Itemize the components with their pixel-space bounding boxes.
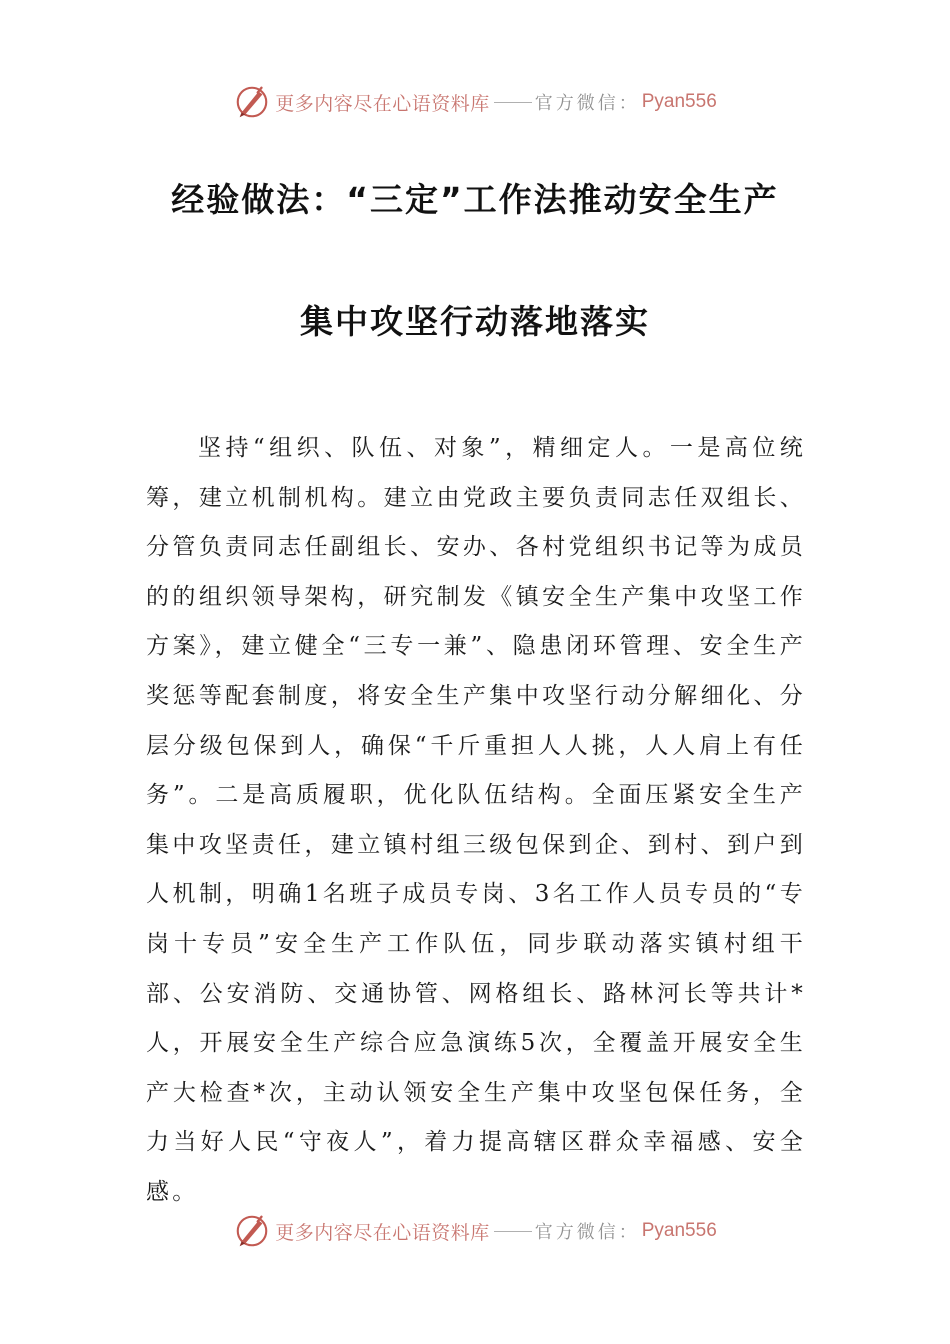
banner-wechat-id: Pyan556 xyxy=(641,91,717,112)
banner-main-text: 更多内容尽在心语资料库 xyxy=(275,1221,490,1244)
footer-watermark-banner xyxy=(0,1211,950,1251)
body-paragraph: 坚持“组织、队伍、对象”，精细定人。一是高位统筹，建立机制机构。建立由党政主要负责同志任双组长、分管负责同志任副组长、安办、各村党组织书记等为成员的的组织领导架构，研究制发《镇安全生产集中攻坚工作方案》，建立健全“三专一兼”、隐患闭环管理、安全生产奖惩等配套制度，将安全生产集中攻坚行动分解细化、分层分级包保到人，确保“千斤重担人人挑，人人肩上有任务”。二是高质履职，优化队伍结构。全面压紧安全生产集中攻坚责任，建立镇村组三级包保到企、到村、到户到人机制，明确1名班子成员专岗、3名工作人员专员的“专岗十专员”安全生产工作队伍，同步联动落实镇村组干部、公安消防、交通协管、网格组长、路林河长等共计*人，开展安全生产综合应急演练5次，全覆盖开展安全生产大检查*次，主动认领安全生产集中攻坚包保任务，全力当好人民“守夜人”，着力提高辖区群众幸福感、安全感。 xyxy=(146,435,806,1205)
banner-wechat-id: Pyan556 xyxy=(641,1220,717,1241)
banner-wechat-label: 官方微信： xyxy=(534,93,640,114)
pen-logo-icon xyxy=(233,1212,271,1250)
banner-main-text: 更多内容尽在心语资料库 xyxy=(275,92,490,115)
document-title-line-1: 经验做法：“三定”工作法推动安全生产 xyxy=(171,180,779,219)
pen-logo-icon xyxy=(233,83,271,121)
banner-wechat-label: 官方微信： xyxy=(534,1222,640,1243)
banner-dash-divider xyxy=(494,102,532,103)
document-title-line-2: 集中攻坚行动落地落实 xyxy=(300,302,650,341)
header-watermark-banner xyxy=(0,82,950,122)
banner-dash-divider xyxy=(494,1231,532,1232)
